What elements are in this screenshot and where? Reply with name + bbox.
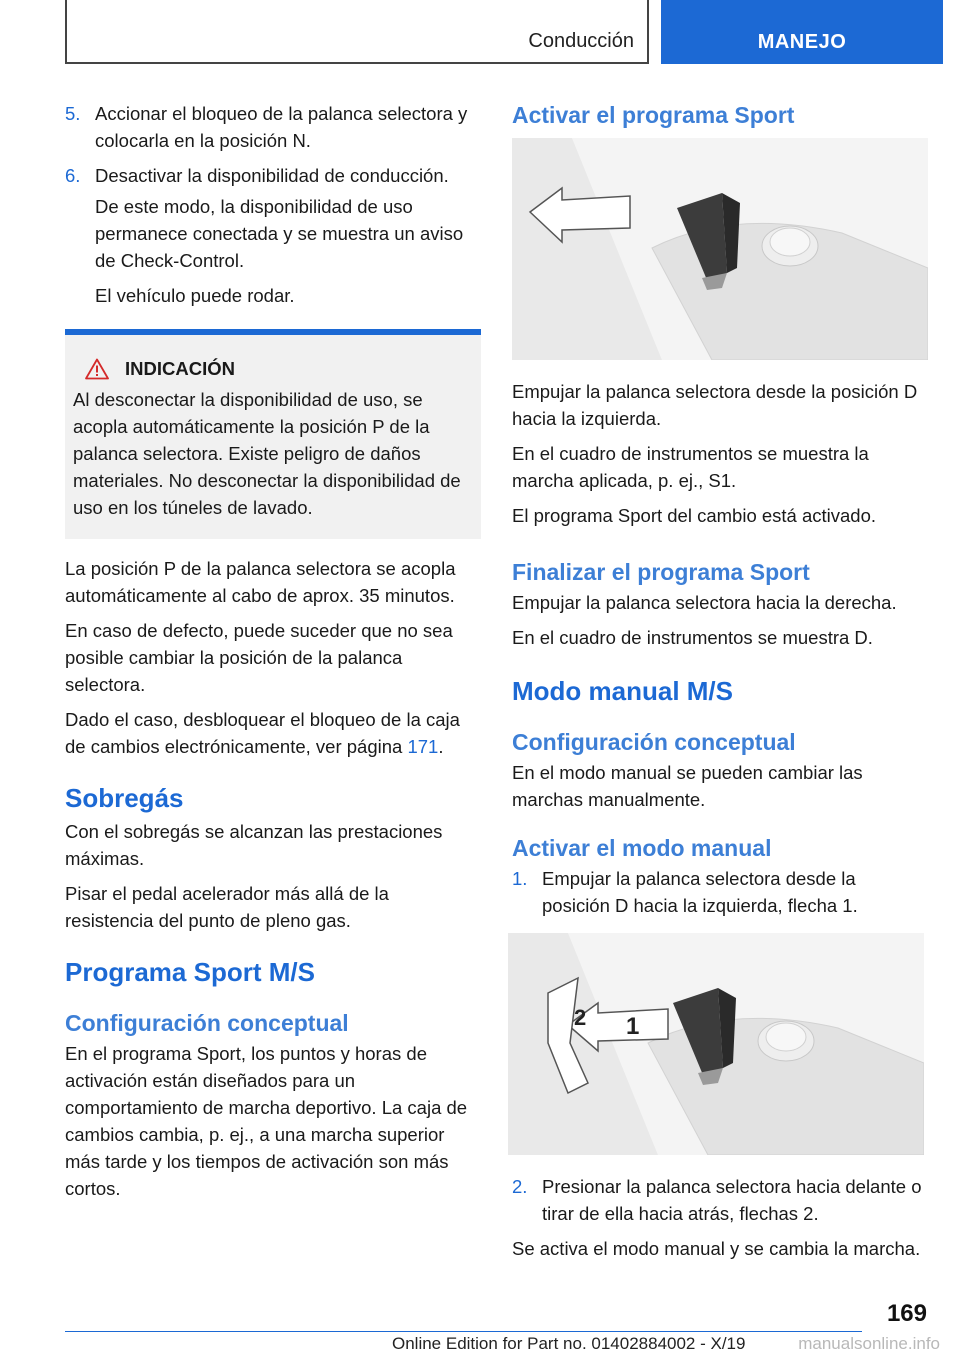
right-column: [512, 100, 928, 1270]
notice-text: Al desconectar la disponibilidad de uso, se acopla automáticamente la posición P de la palanca selectora. Existe peligro de daños materiales. No desconectar la disponibilidad de uso en los túneles de lavado.: [73, 389, 461, 518]
heading-configuracion: Configuración conceptual: [65, 1010, 349, 1036]
footer-watermark: manualsonline.info: [798, 1334, 940, 1353]
step-text: Presionar la palanca selectora hacia delante o tirar de ella hacia atrás, flechas 2.: [542, 1176, 922, 1224]
paragraph-text: Dado el caso, desbloquear el bloqueo de la caja de cambios electrónicamente, ver página: [65, 709, 460, 757]
manual-mode-illustration: [508, 933, 924, 1155]
footer-edition: Online Edition for Part no. 01402884002 - X/19: [392, 1334, 746, 1353]
step-text: Empujar la palanca selectora desde la posición D hacia la izquierda, flecha 1.: [542, 868, 858, 916]
heading-activar-sport: Activar el programa Sport: [512, 102, 795, 128]
paragraph: Empujar la palanca selectora desde la posición D hacia la izquierda.: [512, 381, 918, 429]
step-number: 2.: [512, 1176, 528, 1197]
manual-step-1: [512, 865, 928, 919]
manual-mode-drawing: [508, 933, 924, 1155]
paragraph: [65, 706, 481, 760]
paragraph: En el programa Sport, los puntos y horas de activación están diseñados para un comportamiento de marcha deportivo. La caja de cambios cambia, p. ej., a una marcha superior más tarde y los tiempos de activación son más cortos.: [65, 1043, 468, 1199]
paragraph: En caso de defecto, puede suceder que no sea posible cambiar la posición de la palanca selectora.: [65, 620, 453, 695]
paragraph: En el modo manual se pueden cambiar las marchas manualmente.: [512, 762, 863, 810]
footer-divider: [65, 1331, 862, 1332]
paragraph: Pisar el pedal acelerador más allá de la resistencia del punto de pleno gas.: [65, 883, 389, 931]
heading-modo-manual: Modo manual M/S: [512, 676, 733, 706]
step-text: Accionar el bloqueo de la palanca selectora y colocarla en la posición N.: [95, 103, 468, 151]
heading-programa-sport: Programa Sport M/S: [65, 957, 315, 987]
paragraph: Con el sobregás se alcanzan las prestaciones máximas.: [65, 821, 443, 869]
page-link[interactable]: 171: [407, 736, 439, 757]
notice-title: INDICACIÓN: [125, 358, 235, 379]
gear-selector-drawing: [512, 138, 928, 360]
step-6-note: El vehículo puede rodar.: [95, 285, 295, 306]
step-text: Desactivar la disponibilidad de conducción.: [95, 165, 449, 186]
header-chapter-tab[interactable]: [661, 0, 943, 64]
paragraph: En el cuadro de instrumentos se muestra la marcha aplicada, p. ej., S1.: [512, 443, 869, 491]
paragraph: En el cuadro de instrumentos se muestra D.: [512, 627, 873, 648]
paragraph-text: .: [438, 736, 444, 757]
arrow-1-label: 1: [626, 1013, 640, 1040]
header-chapter-label: MANEJO: [757, 31, 847, 53]
step-number: 1.: [512, 868, 528, 889]
arrow-2-label: 2: [574, 1005, 587, 1030]
step-5: [65, 100, 481, 154]
warning-icon: [85, 358, 109, 380]
paragraph: El programa Sport del cambio está activado.: [512, 505, 877, 526]
step-number: 6.: [65, 165, 81, 186]
heading-configuracion-manual: Configuración conceptual: [512, 729, 796, 755]
notice-header: [85, 355, 473, 382]
paragraph: Se activa el modo manual y se cambia la marcha.: [512, 1238, 921, 1259]
heading-finalizar-sport: Finalizar el programa Sport: [512, 559, 810, 585]
manual-step-2: [512, 1173, 928, 1227]
notice-box: [65, 329, 481, 539]
paragraph: La posición P de la palanca selectora se acopla automáticamente al cabo de aprox. 35 minutos.: [65, 558, 456, 606]
step-6-detail: De este modo, la disponibilidad de uso permanece conectada y se muestra un aviso de Check-Control.: [95, 196, 464, 271]
heading-sobregas: Sobregás: [65, 783, 184, 813]
left-column: [65, 100, 481, 1210]
header-section-title: Conducción: [528, 30, 634, 52]
heading-activar-manual: Activar el modo manual: [512, 835, 772, 861]
step-number: 5.: [65, 103, 81, 124]
paragraph: Empujar la palanca selectora hacia la derecha.: [512, 592, 897, 613]
step-6: [65, 162, 481, 189]
gear-selector-illustration: [512, 138, 928, 360]
page-number: 169: [886, 1300, 927, 1327]
